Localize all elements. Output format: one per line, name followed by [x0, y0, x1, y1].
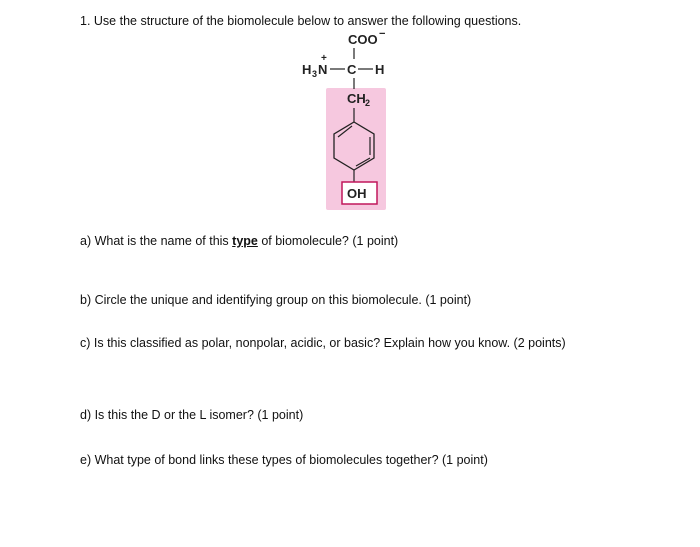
alpha-hydrogen: H [375, 62, 385, 77]
question-intro: 1. Use the structure of the biomolecule below to answer the following questions. [80, 14, 522, 28]
side-chain-ch2: CH [347, 91, 366, 106]
question-e: e) What type of bond links these types of biomolecules together? (1 point) [80, 453, 488, 467]
tyrosine-structure [290, 28, 410, 216]
question-a-start: a) What is the name of this [80, 234, 233, 248]
amino-n: N [318, 62, 328, 77]
amino-charge: + [321, 53, 327, 64]
question-b: b) Circle the unique and identifying group on this biomolecule. (1 point) [80, 293, 472, 307]
alpha-carbon: C [347, 62, 357, 77]
question-a-end: of biomolecule? (1 point) [257, 234, 399, 248]
question-a-emphasis: type [232, 234, 258, 248]
amino-h-subscript: 3 [312, 69, 318, 79]
amino-h: H [302, 62, 312, 77]
question-d: d) Is this the D or the L isomer? (1 point) [80, 408, 304, 422]
carboxylate-label: COO [348, 32, 378, 47]
question-a [80, 233, 398, 249]
hydroxyl-label: OH [347, 186, 367, 201]
carboxylate-charge: − [379, 28, 386, 40]
side-chain-ch2-subscript: 2 [365, 98, 371, 108]
question-c: c) Is this classified as polar, nonpolar, acidic, or basic? Explain how you know. (2 points) [80, 336, 566, 350]
